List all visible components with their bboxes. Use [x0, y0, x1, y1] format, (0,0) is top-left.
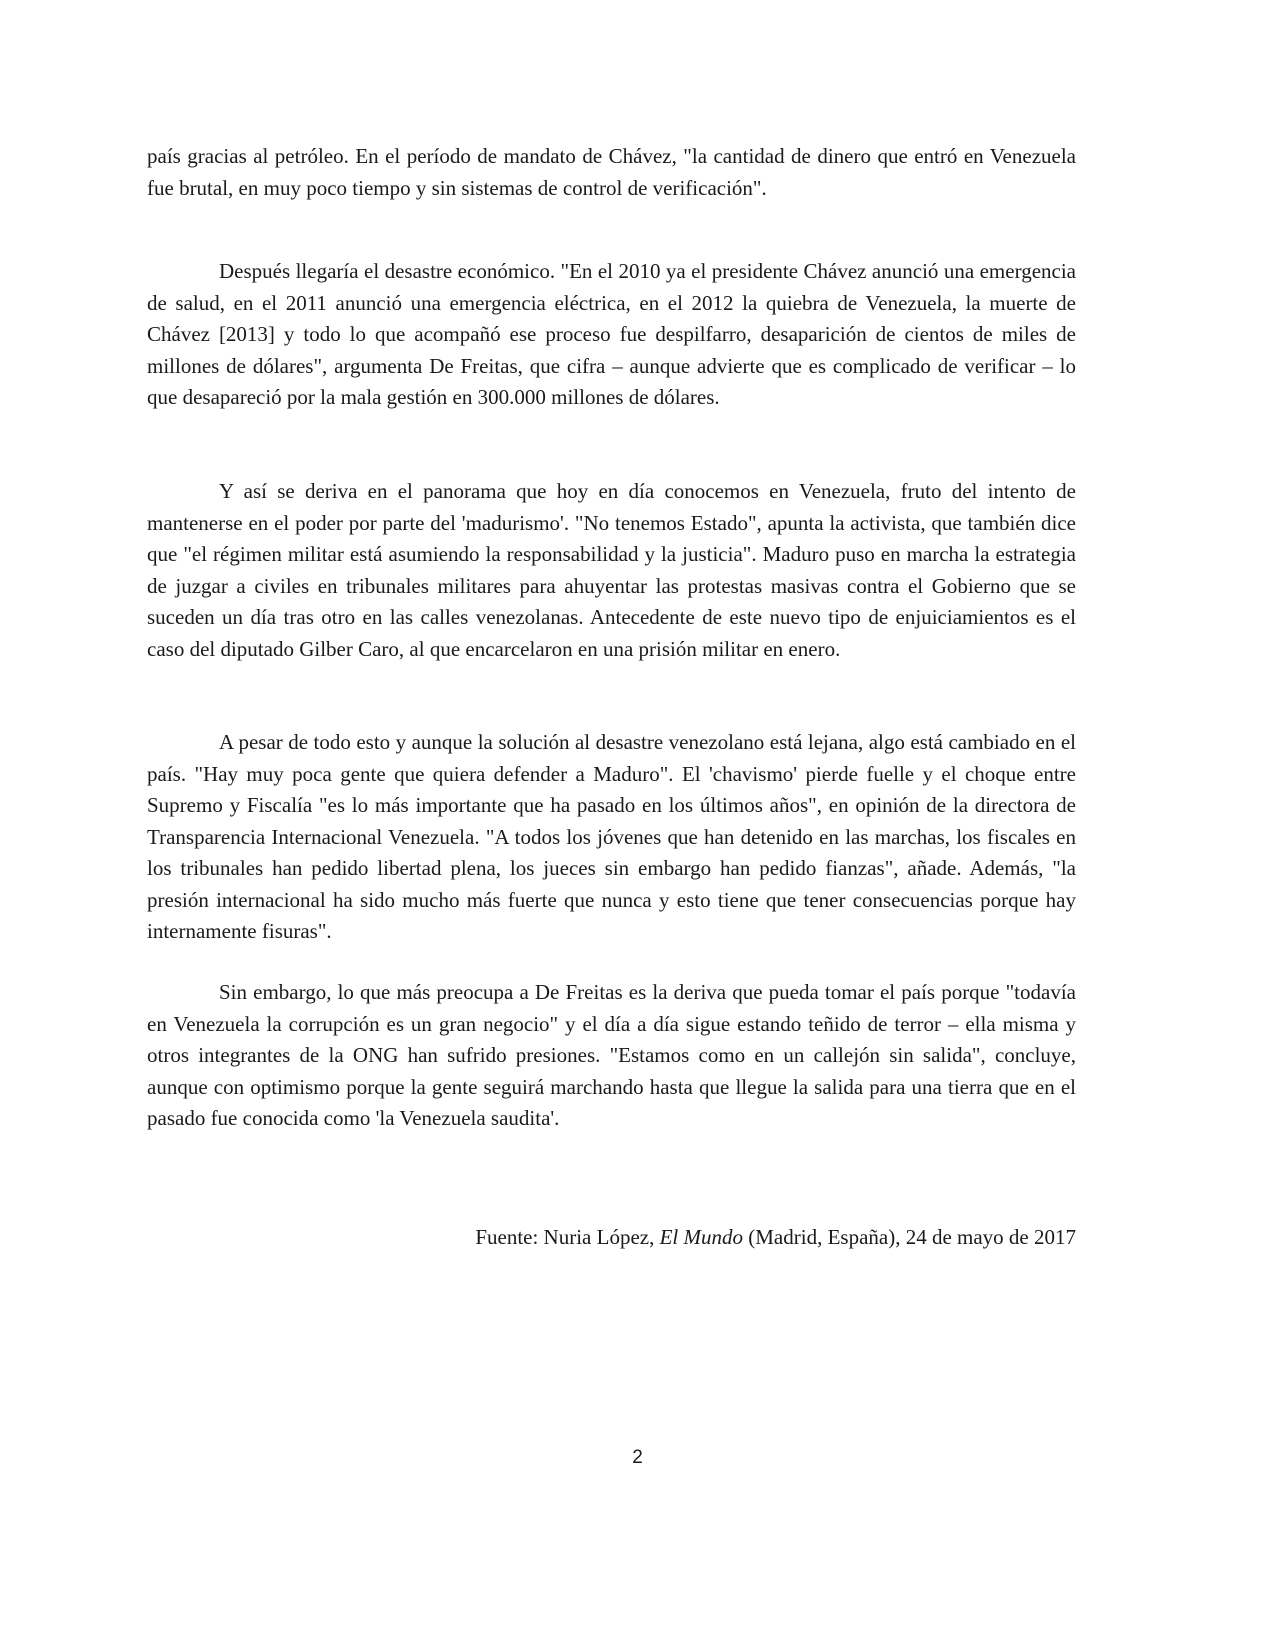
source-publication: El Mundo	[659, 1225, 743, 1249]
source-suffix: (Madrid, España), 24 de mayo de 2017	[743, 1225, 1076, 1249]
source-prefix: Fuente: Nuria López,	[475, 1225, 660, 1249]
paragraph-madurismo: Y así se deriva en el panorama que hoy en día conocemos en Venezuela, fruto del intento de mantenerse en el poder por parte del 'madurismo'. "No tenemos Estado", apunta la activista, que también dice que "el régimen militar está asumiendo la responsabilidad y la justicia". Maduro puso en marcha la estrategia de juzgar a civiles en tribunales militares para ahuyentar las protestas masivas contra el Gobierno que se suceden un día tras otro en las calles venezolanas. Antecedente de este nuevo tipo de enjuiciamientos es el caso del diputado Gilber Caro, al que encarcelaron en una prisión militar en enero.	[147, 479, 1076, 661]
paragraph-continuation: país gracias al petróleo. En el período de mandato de Chávez, "la cantidad de dinero que entró en Venezuela fue brutal, en muy poco tiempo y sin sistemas de control de verificación".	[147, 144, 1076, 200]
paragraph-change: A pesar de todo esto y aunque la solución al desastre venezolano está lejana, algo está cambiado en el país. "Hay muy poca gente que quiera defender a Maduro". El 'chavismo' pierde fuelle y el choque entre Supremo y Fiscalía "es lo más importante que ha pasado en los últimos años", en opinión de la directora de Transparencia Internacional Venezuela. "A todos los jóvenes que han detenido en las marchas, los fiscales en los tribunales han pedido libertad plena, los jueces sin embargo han pedido fianzas", añade. Además, "la presión internacional ha sido mucho más fuerte que nunca y esto tiene que tener consecuencias porque hay internamente fisuras".	[147, 730, 1076, 943]
page-number: 2	[632, 1447, 643, 1468]
paragraph-economic-disaster: Después llegaría el desastre económico. "En el 2010 ya el presidente Chávez anunció una emergencia de salud, en el 2011 anunció una emergencia eléctrica, en el 2012 la quiebra de Venezuela, la muerte de Chávez [2013] y todo lo que acompañó ese proceso fue despilfarro, desaparición de cientos de miles de millones de dólares", argumenta De Freitas, que cifra – aunque advierte que es complicado de verificar – lo que desapareció por la mala gestión en 300.000 millones de dólares.	[147, 259, 1076, 409]
paragraph-conclusion: Sin embargo, lo que más preocupa a De Freitas es la deriva que pueda tomar el país porque "todavía en Venezuela la corrupción es un gran negocio" y el día a día sigue estando teñido de terror – ella misma y otros integrantes de la ONG han sufrido presiones. "Estamos como en un callejón sin salida", concluye, aunque con optimismo porque la gente seguirá marchando hasta que llegue la salida para una tierra que en el pasado fue conocida como 'la Venezuela saudita'.	[147, 980, 1076, 1130]
source-citation	[475, 1222, 1076, 1254]
